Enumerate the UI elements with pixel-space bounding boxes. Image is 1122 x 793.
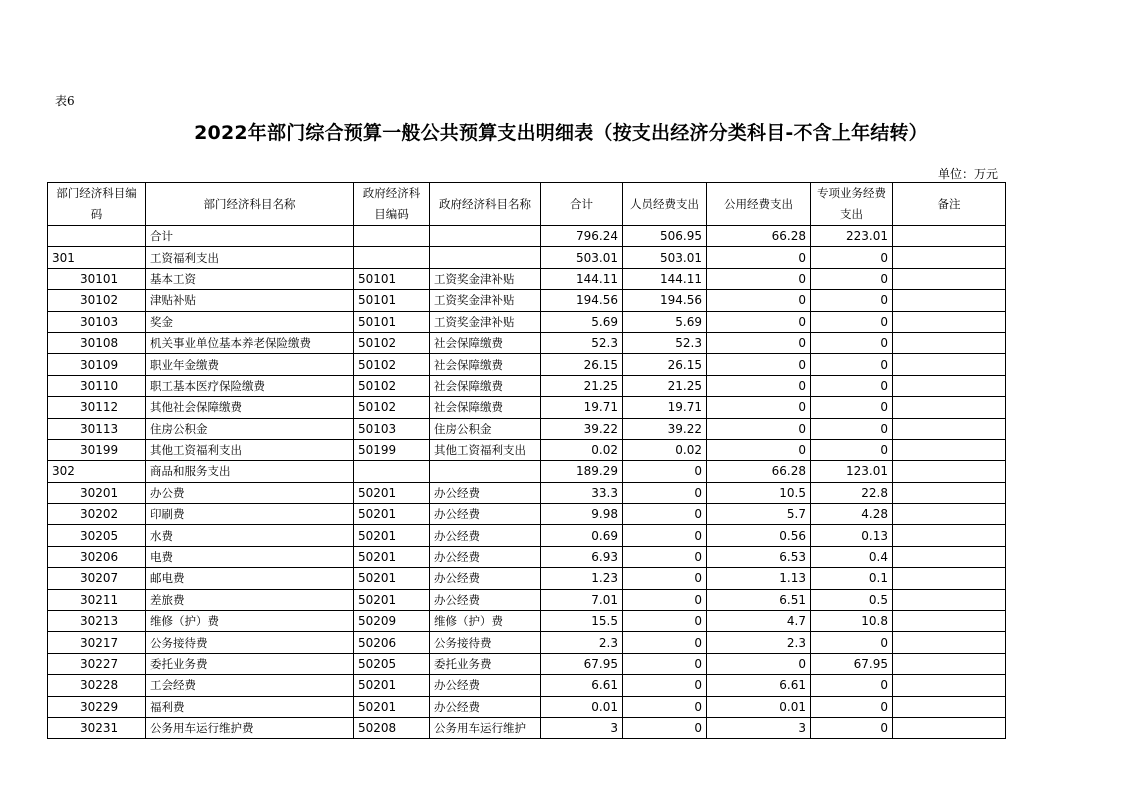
gov-code-cell [354, 226, 430, 247]
column-header-gov-name: 政府经济科目名称 [430, 183, 541, 226]
personnel-cell: 0 [623, 525, 707, 546]
public-cell: 0 [707, 354, 811, 375]
note-cell [893, 332, 1006, 353]
public-cell: 6.61 [707, 675, 811, 696]
dept-name-cell: 委托业务费 [146, 653, 354, 674]
public-cell: 0 [707, 418, 811, 439]
table-row [48, 589, 1006, 610]
table-row [48, 311, 1006, 332]
dept-code-cell: 30199 [48, 439, 146, 460]
total-cell: 6.93 [541, 546, 623, 567]
personnel-cell: 0 [623, 717, 707, 738]
personnel-cell: 26.15 [623, 354, 707, 375]
dept-code-cell: 30202 [48, 504, 146, 525]
public-cell: 1.13 [707, 568, 811, 589]
public-cell: 0.01 [707, 696, 811, 717]
dept-code-cell: 302 [48, 461, 146, 482]
special-cell: 0 [811, 311, 893, 332]
gov-code-cell: 50102 [354, 354, 430, 375]
special-cell: 0 [811, 375, 893, 396]
table-row [48, 696, 1006, 717]
special-cell: 223.01 [811, 226, 893, 247]
table-row [48, 717, 1006, 738]
dept-name-cell: 商品和服务支出 [146, 461, 354, 482]
gov-code-cell: 50201 [354, 546, 430, 567]
column-header-personnel: 人员经费支出 [623, 183, 707, 226]
dept-code-cell: 30101 [48, 268, 146, 289]
public-cell: 10.5 [707, 482, 811, 503]
gov-code-cell [354, 247, 430, 268]
table-row [48, 611, 1006, 632]
special-cell: 10.8 [811, 611, 893, 632]
gov-code-cell: 50102 [354, 397, 430, 418]
gov-code-cell: 50201 [354, 589, 430, 610]
gov-name-cell [430, 461, 541, 482]
personnel-cell: 0 [623, 546, 707, 567]
note-cell [893, 589, 1006, 610]
dept-code-cell: 30112 [48, 397, 146, 418]
total-cell: 52.3 [541, 332, 623, 353]
dept-name-cell: 公务用车运行维护费 [146, 717, 354, 738]
total-cell: 26.15 [541, 354, 623, 375]
gov-code-cell: 50205 [354, 653, 430, 674]
table-row [48, 397, 1006, 418]
total-cell: 503.01 [541, 247, 623, 268]
note-cell [893, 311, 1006, 332]
gov-code-cell: 50206 [354, 632, 430, 653]
dept-code-cell: 30108 [48, 332, 146, 353]
gov-name-cell: 工资奖金津补贴 [430, 268, 541, 289]
public-cell: 66.28 [707, 226, 811, 247]
table-number: 表6 [55, 94, 75, 108]
dept-code-cell: 30217 [48, 632, 146, 653]
table-row [48, 504, 1006, 525]
special-cell: 0 [811, 675, 893, 696]
dept-name-cell: 其他工资福利支出 [146, 439, 354, 460]
note-cell [893, 354, 1006, 375]
gov-name-cell: 办公经费 [430, 589, 541, 610]
personnel-cell: 0 [623, 461, 707, 482]
note-cell [893, 461, 1006, 482]
unit-label: 单位：万元 [937, 167, 998, 181]
public-cell: 6.53 [707, 546, 811, 567]
dept-name-cell: 福利费 [146, 696, 354, 717]
special-cell: 0 [811, 268, 893, 289]
personnel-cell: 144.11 [623, 268, 707, 289]
public-cell: 0 [707, 268, 811, 289]
total-cell: 0.01 [541, 696, 623, 717]
table-row [48, 418, 1006, 439]
dept-code-cell: 30205 [48, 525, 146, 546]
gov-code-cell: 50102 [354, 332, 430, 353]
gov-name-cell: 办公经费 [430, 504, 541, 525]
dept-name-cell: 水费 [146, 525, 354, 546]
gov-code-cell: 50201 [354, 675, 430, 696]
table-body [48, 226, 1006, 739]
note-cell [893, 611, 1006, 632]
gov-name-cell: 公务用车运行维护 [430, 717, 541, 738]
gov-name-cell: 社会保障缴费 [430, 354, 541, 375]
total-cell: 796.24 [541, 226, 623, 247]
table-row [48, 632, 1006, 653]
personnel-cell: 0 [623, 504, 707, 525]
special-cell: 0.5 [811, 589, 893, 610]
column-header-dept-code: 部门经济科目编码 [48, 183, 146, 226]
total-cell: 1.23 [541, 568, 623, 589]
public-cell: 4.7 [707, 611, 811, 632]
public-cell: 66.28 [707, 461, 811, 482]
public-cell: 0 [707, 375, 811, 396]
public-cell: 0 [707, 653, 811, 674]
dept-code-cell: 30231 [48, 717, 146, 738]
total-cell: 21.25 [541, 375, 623, 396]
gov-code-cell: 50201 [354, 504, 430, 525]
page-title: 2022年部门综合预算一般公共预算支出明细表（按支出经济分类科目-不含上年结转） [194, 122, 928, 144]
special-cell: 0 [811, 290, 893, 311]
gov-code-cell: 50201 [354, 696, 430, 717]
dept-code-cell: 30201 [48, 482, 146, 503]
dept-code-cell: 30227 [48, 653, 146, 674]
personnel-cell: 0 [623, 611, 707, 632]
note-cell [893, 653, 1006, 674]
dept-name-cell: 电费 [146, 546, 354, 567]
total-cell: 6.61 [541, 675, 623, 696]
total-cell: 0.69 [541, 525, 623, 546]
dept-name-cell: 奖金 [146, 311, 354, 332]
table-row [48, 332, 1006, 353]
gov-code-cell: 50209 [354, 611, 430, 632]
gov-code-cell [354, 461, 430, 482]
public-cell: 0 [707, 332, 811, 353]
public-cell: 0 [707, 290, 811, 311]
dept-name-cell: 合计 [146, 226, 354, 247]
dept-code-cell: 30207 [48, 568, 146, 589]
dept-name-cell: 其他社会保障缴费 [146, 397, 354, 418]
total-cell: 33.3 [541, 482, 623, 503]
dept-code-cell: 30211 [48, 589, 146, 610]
personnel-cell: 0 [623, 632, 707, 653]
column-header-gov-code: 政府经济科目编码 [354, 183, 430, 226]
dept-name-cell: 工资福利支出 [146, 247, 354, 268]
public-cell: 3 [707, 717, 811, 738]
dept-name-cell: 工会经费 [146, 675, 354, 696]
special-cell: 0 [811, 717, 893, 738]
total-cell: 39.22 [541, 418, 623, 439]
total-cell: 67.95 [541, 653, 623, 674]
total-cell: 15.5 [541, 611, 623, 632]
gov-name-cell: 社会保障缴费 [430, 332, 541, 353]
column-header-public: 公用经费支出 [707, 183, 811, 226]
dept-code-cell: 30213 [48, 611, 146, 632]
note-cell [893, 397, 1006, 418]
dept-name-cell: 职工基本医疗保险缴费 [146, 375, 354, 396]
note-cell [893, 717, 1006, 738]
dept-code-cell: 30110 [48, 375, 146, 396]
dept-code-cell: 30103 [48, 311, 146, 332]
special-cell: 0.4 [811, 546, 893, 567]
note-cell [893, 696, 1006, 717]
total-cell: 194.56 [541, 290, 623, 311]
dept-name-cell: 住房公积金 [146, 418, 354, 439]
gov-code-cell: 50102 [354, 375, 430, 396]
special-cell: 0 [811, 247, 893, 268]
note-cell [893, 632, 1006, 653]
public-cell: 0 [707, 247, 811, 268]
gov-name-cell: 办公经费 [430, 525, 541, 546]
gov-name-cell [430, 226, 541, 247]
gov-code-cell: 50201 [354, 568, 430, 589]
table-row [48, 482, 1006, 503]
dept-code-cell: 30228 [48, 675, 146, 696]
table-row [48, 226, 1006, 247]
public-cell: 0 [707, 397, 811, 418]
total-cell: 2.3 [541, 632, 623, 653]
special-cell: 0.1 [811, 568, 893, 589]
table-row [48, 375, 1006, 396]
special-cell: 0.13 [811, 525, 893, 546]
gov-name-cell: 办公经费 [430, 546, 541, 567]
special-cell: 0 [811, 418, 893, 439]
total-cell: 3 [541, 717, 623, 738]
note-cell [893, 504, 1006, 525]
personnel-cell: 39.22 [623, 418, 707, 439]
table-row [48, 268, 1006, 289]
total-cell: 189.29 [541, 461, 623, 482]
note-cell [893, 675, 1006, 696]
gov-name-cell: 社会保障缴费 [430, 375, 541, 396]
note-cell [893, 418, 1006, 439]
gov-name-cell: 办公经费 [430, 696, 541, 717]
dept-name-cell: 机关事业单位基本养老保险缴费 [146, 332, 354, 353]
special-cell: 0 [811, 696, 893, 717]
note-cell [893, 525, 1006, 546]
budget-table [47, 182, 1006, 739]
table-row [48, 439, 1006, 460]
gov-code-cell: 50101 [354, 311, 430, 332]
gov-code-cell: 50201 [354, 525, 430, 546]
public-cell: 6.51 [707, 589, 811, 610]
personnel-cell: 21.25 [623, 375, 707, 396]
gov-name-cell: 工资奖金津补贴 [430, 311, 541, 332]
gov-name-cell: 住房公积金 [430, 418, 541, 439]
gov-name-cell: 维修（护）费 [430, 611, 541, 632]
dept-name-cell: 基本工资 [146, 268, 354, 289]
table-row [48, 525, 1006, 546]
column-header-special: 专项业务经费支出 [811, 183, 893, 226]
dept-code-cell: 30102 [48, 290, 146, 311]
gov-code-cell: 50201 [354, 482, 430, 503]
dept-code-cell: 301 [48, 247, 146, 268]
personnel-cell: 0 [623, 568, 707, 589]
note-cell [893, 290, 1006, 311]
total-cell: 0.02 [541, 439, 623, 460]
gov-code-cell: 50103 [354, 418, 430, 439]
dept-name-cell: 差旅费 [146, 589, 354, 610]
dept-code-cell: 30113 [48, 418, 146, 439]
total-cell: 9.98 [541, 504, 623, 525]
public-cell: 0 [707, 311, 811, 332]
dept-code-cell [48, 226, 146, 247]
total-cell: 7.01 [541, 589, 623, 610]
gov-name-cell: 社会保障缴费 [430, 397, 541, 418]
dept-code-cell: 30109 [48, 354, 146, 375]
dept-name-cell: 维修（护）费 [146, 611, 354, 632]
note-cell [893, 568, 1006, 589]
special-cell: 0 [811, 632, 893, 653]
column-header-note: 备注 [893, 183, 1006, 226]
column-header-total: 合计 [541, 183, 623, 226]
total-cell: 19.71 [541, 397, 623, 418]
personnel-cell: 19.71 [623, 397, 707, 418]
personnel-cell: 5.69 [623, 311, 707, 332]
table-row [48, 354, 1006, 375]
gov-name-cell: 公务接待费 [430, 632, 541, 653]
gov-code-cell: 50208 [354, 717, 430, 738]
personnel-cell: 503.01 [623, 247, 707, 268]
table-row [48, 546, 1006, 567]
note-cell [893, 482, 1006, 503]
total-cell: 144.11 [541, 268, 623, 289]
table-header-row [48, 183, 1006, 226]
note-cell [893, 375, 1006, 396]
personnel-cell: 0 [623, 482, 707, 503]
public-cell: 0.56 [707, 525, 811, 546]
table-row [48, 568, 1006, 589]
public-cell: 0 [707, 439, 811, 460]
personnel-cell: 506.95 [623, 226, 707, 247]
public-cell: 2.3 [707, 632, 811, 653]
public-cell: 5.7 [707, 504, 811, 525]
gov-name-cell: 办公经费 [430, 675, 541, 696]
note-cell [893, 226, 1006, 247]
gov-code-cell: 50199 [354, 439, 430, 460]
personnel-cell: 0.02 [623, 439, 707, 460]
personnel-cell: 0 [623, 589, 707, 610]
dept-name-cell: 津贴补贴 [146, 290, 354, 311]
dept-name-cell: 职业年金缴费 [146, 354, 354, 375]
gov-name-cell: 其他工资福利支出 [430, 439, 541, 460]
dept-code-cell: 30206 [48, 546, 146, 567]
special-cell: 123.01 [811, 461, 893, 482]
gov-name-cell: 办公经费 [430, 482, 541, 503]
table-row [48, 247, 1006, 268]
gov-name-cell: 工资奖金津补贴 [430, 290, 541, 311]
special-cell: 0 [811, 439, 893, 460]
personnel-cell: 0 [623, 675, 707, 696]
note-cell [893, 268, 1006, 289]
dept-name-cell: 办公费 [146, 482, 354, 503]
special-cell: 0 [811, 332, 893, 353]
table-row [48, 653, 1006, 674]
column-header-dept-name: 部门经济科目名称 [146, 183, 354, 226]
gov-name-cell: 办公经费 [430, 568, 541, 589]
note-cell [893, 247, 1006, 268]
personnel-cell: 52.3 [623, 332, 707, 353]
personnel-cell: 0 [623, 653, 707, 674]
total-cell: 5.69 [541, 311, 623, 332]
personnel-cell: 0 [623, 696, 707, 717]
gov-code-cell: 50101 [354, 268, 430, 289]
gov-code-cell: 50101 [354, 290, 430, 311]
special-cell: 22.8 [811, 482, 893, 503]
dept-code-cell: 30229 [48, 696, 146, 717]
note-cell [893, 439, 1006, 460]
gov-name-cell [430, 247, 541, 268]
note-cell [893, 546, 1006, 567]
special-cell: 0 [811, 397, 893, 418]
table-row [48, 461, 1006, 482]
special-cell: 0 [811, 354, 893, 375]
table-row [48, 290, 1006, 311]
dept-name-cell: 公务接待费 [146, 632, 354, 653]
table-row [48, 675, 1006, 696]
gov-name-cell: 委托业务费 [430, 653, 541, 674]
dept-name-cell: 邮电费 [146, 568, 354, 589]
dept-name-cell: 印刷费 [146, 504, 354, 525]
special-cell: 67.95 [811, 653, 893, 674]
special-cell: 4.28 [811, 504, 893, 525]
personnel-cell: 194.56 [623, 290, 707, 311]
